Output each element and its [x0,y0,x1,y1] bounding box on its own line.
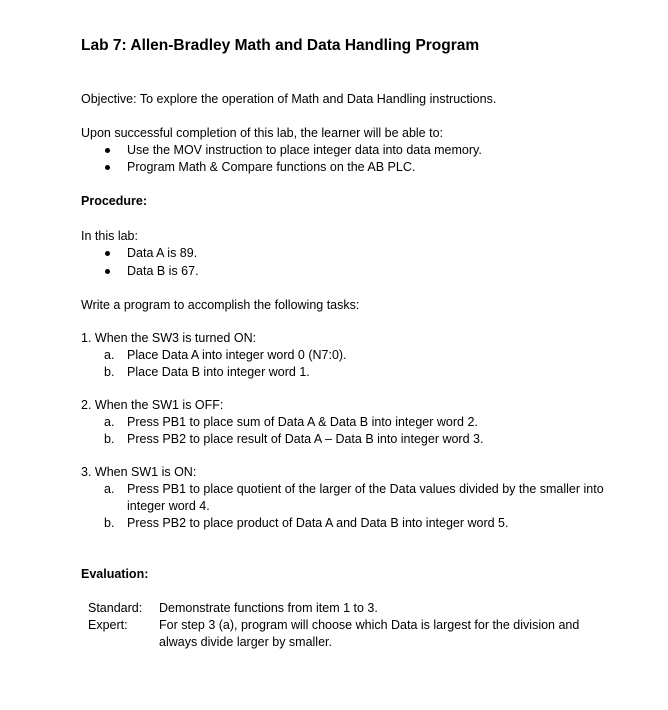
task-label: 2. When the SW1 is OFF: [81,398,224,412]
outcome-item: Program Math & Compare functions on the AB PLC. [127,160,416,174]
task-sub-text: Press PB1 to place quotient of the larger of the Data values divided by the smaller into [127,482,604,496]
task-sub-marker: a. [104,415,115,429]
outcomes-intro: Upon successful completion of this lab, the learner will be able to: [81,126,443,140]
tasks-intro: Write a program to accomplish the following tasks: [81,298,360,312]
bullet-icon [105,165,110,170]
evaluation-text: Demonstrate functions from item 1 to 3. [159,601,378,615]
bullet-icon [105,251,110,256]
lab-item: Data B is 67. [127,264,199,278]
task-sub-text: Place Data A into integer word 0 (N7:0). [127,348,347,362]
task-sub-text: Press PB1 to place sum of Data A & Data B into integer word 2. [127,415,478,429]
task-sub-text: Press PB2 to place product of Data A and Data B into integer word 5. [127,516,509,530]
task-sub-marker: a. [104,482,115,496]
evaluation-label: Standard: [88,601,143,615]
task-sub-marker: a. [104,348,115,362]
evaluation-heading: Evaluation: [81,567,149,581]
objective-text: Objective: To explore the operation of Math and Data Handling instructions. [81,92,497,106]
outcome-item: Use the MOV instruction to place integer data into data memory. [127,143,482,157]
task-label: 3. When SW1 is ON: [81,465,197,479]
evaluation-text: For step 3 (a), program will choose which Data is largest for the division and [159,618,580,632]
bullet-icon [105,269,110,274]
page-title: Lab 7: Allen-Bradley Math and Data Handling Program [81,37,480,54]
task-sub-marker: b. [104,432,115,446]
evaluation-label: Expert: [88,618,128,632]
task-sub-marker: b. [104,516,115,530]
task-sub-text-continued: integer word 4. [127,499,210,513]
task-sub-text: Press PB2 to place result of Data A – Data B into integer word 3. [127,432,484,446]
lab-intro: In this lab: [81,229,138,243]
lab-item: Data A is 89. [127,246,198,260]
task-sub-marker: b. [104,365,115,379]
task-sub-text: Place Data B into integer word 1. [127,365,310,379]
procedure-heading: Procedure: [81,194,147,208]
bullet-icon [105,148,110,153]
task-label: 1. When the SW3 is turned ON: [81,331,257,345]
evaluation-text-continued: always divide larger by smaller. [159,635,332,649]
